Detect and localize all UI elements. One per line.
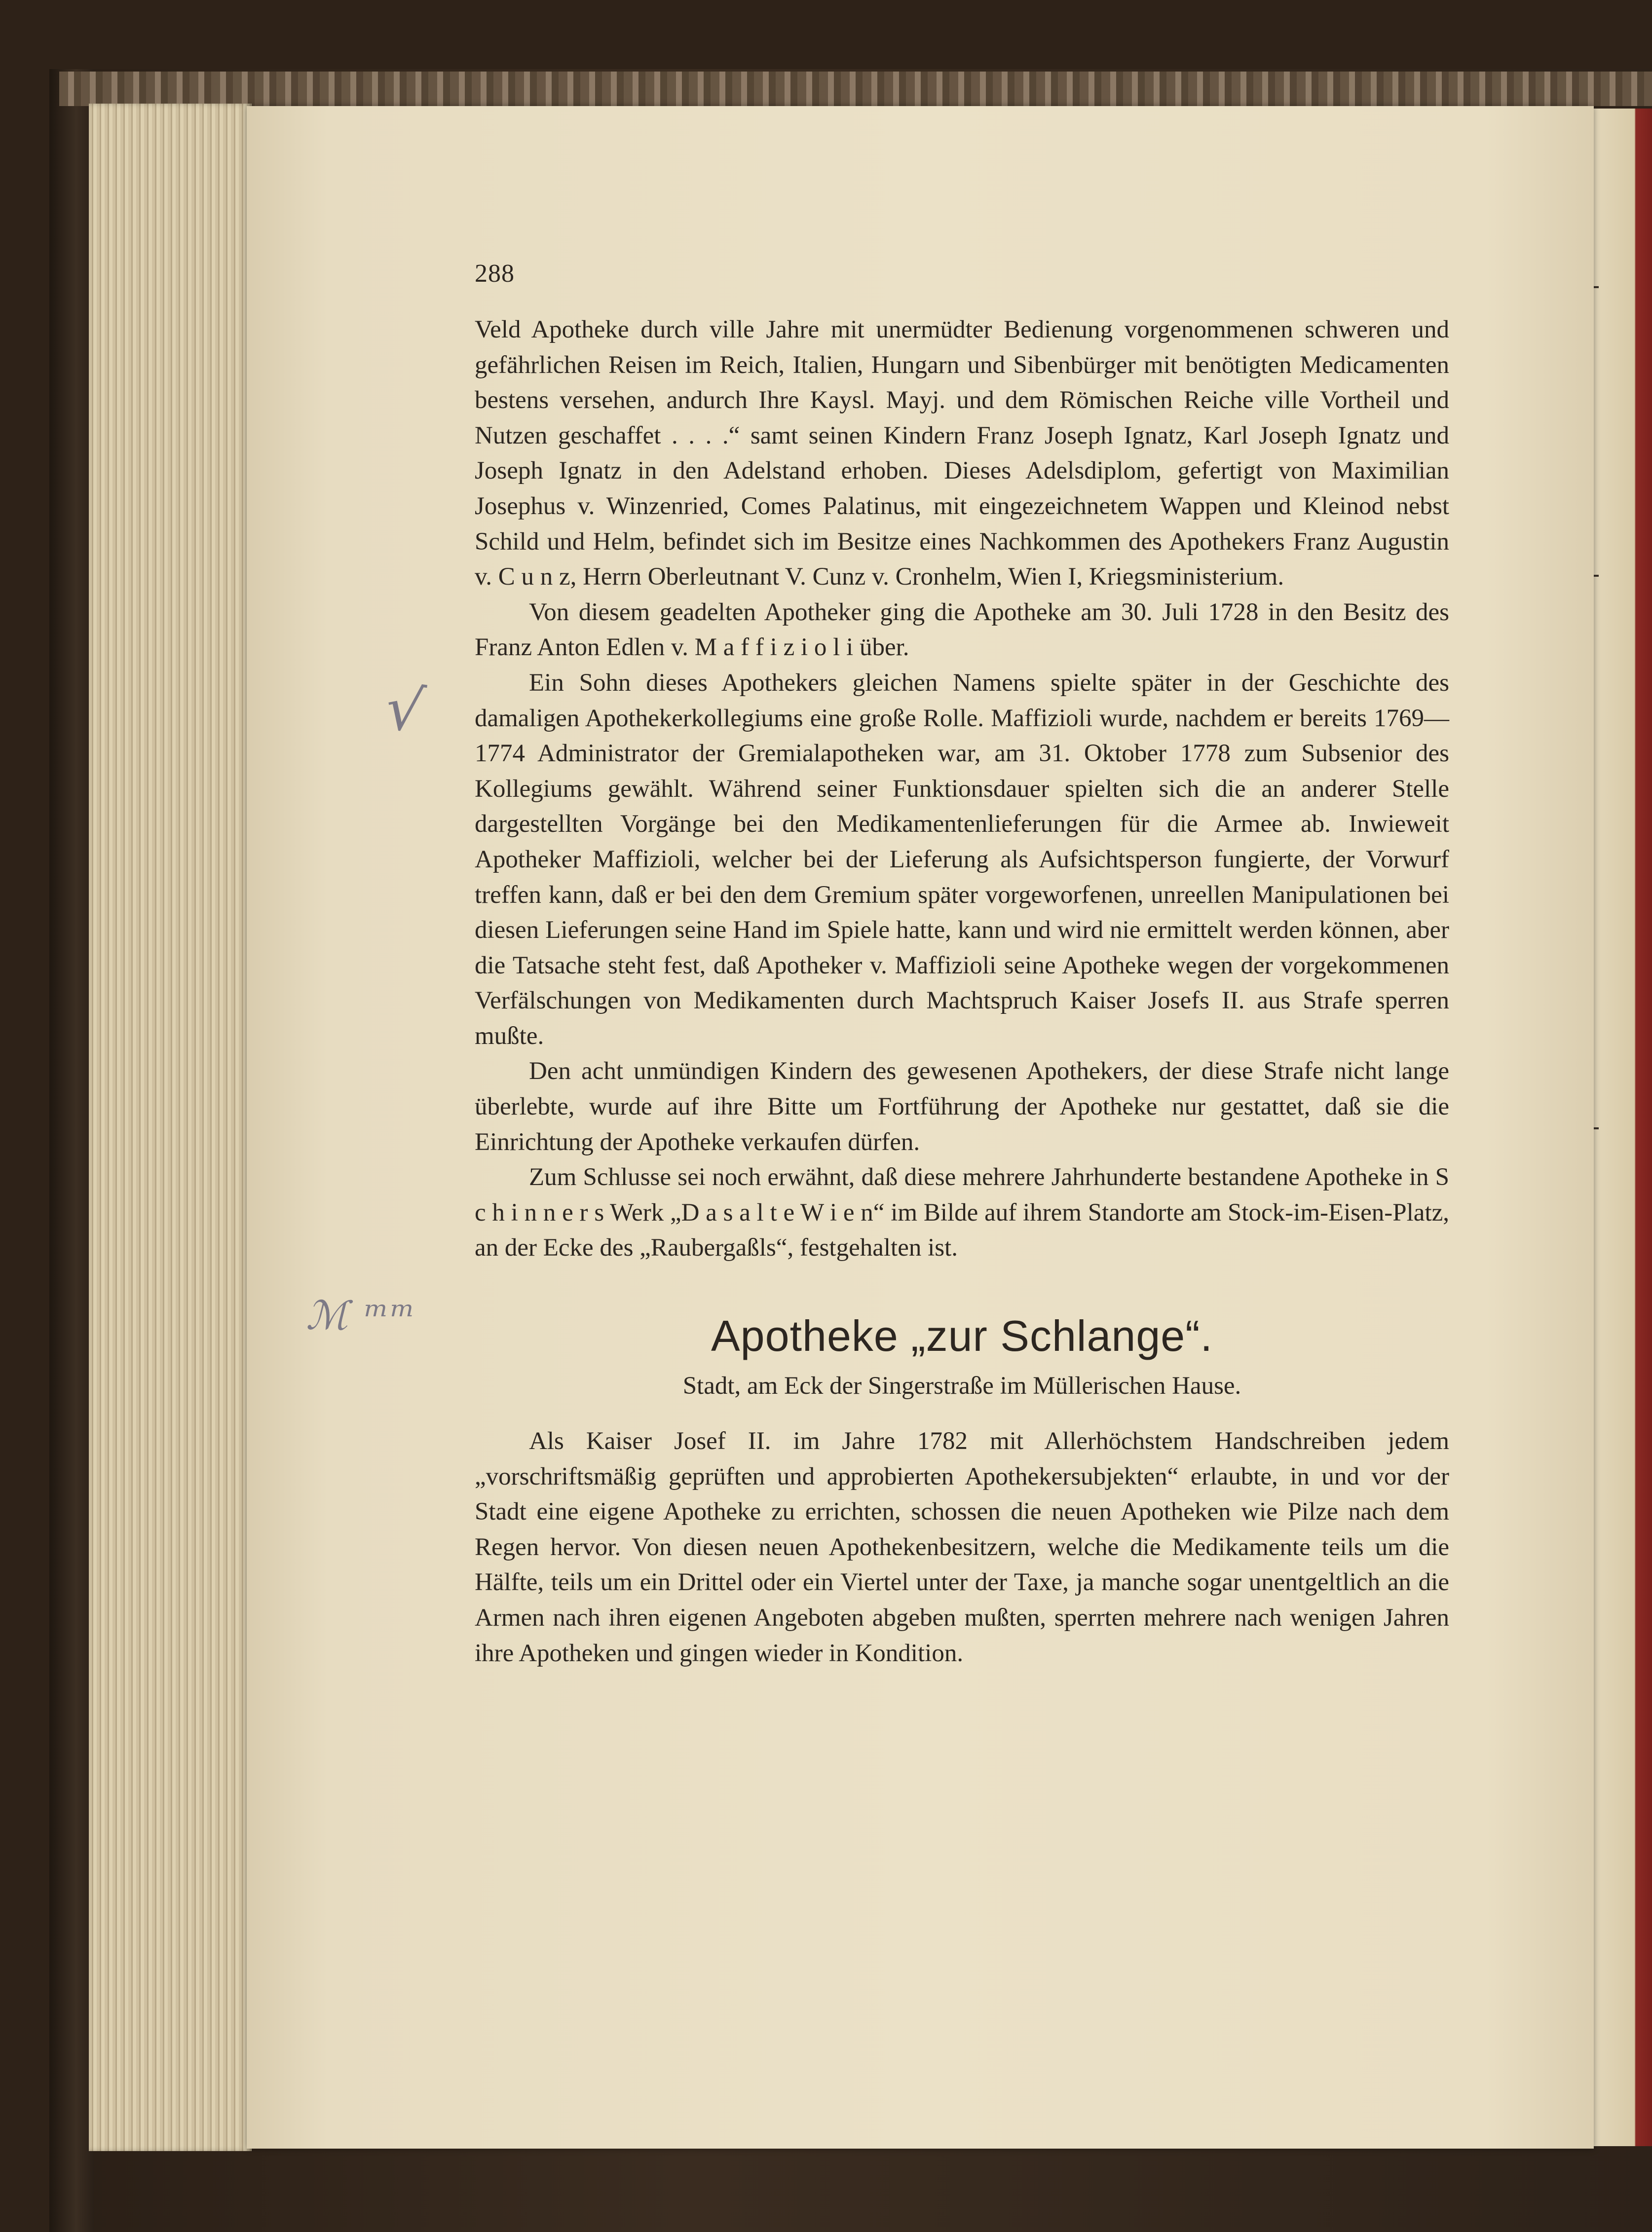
- paragraph: Zum Schlusse sei noch erwähnt, daß diese mehrere Jahrhunderte bestandene Apotheke in S c h i n n e r s Werk „D a s a l t e W i e n“ im Bilde auf ihrem Standorte am Stock-im-Eisen-Platz, an der Ecke des „Raubergaßls“, festgehalten ist.: [475, 1163, 1449, 1262]
- facing-page-edge: [1594, 109, 1652, 2146]
- pencil-margin-note: ℳ ᵐᵐ: [306, 1293, 417, 1339]
- book-spine: [49, 69, 94, 2232]
- section-subheading: Stadt, am Eck der Singerstraße im Müllerischen Hause.: [682, 1372, 1241, 1400]
- paragraph: Den acht unmündigen Kindern des gewesenen Apothekers, der diese Strafe nicht lange überlebte, wurde auf ihre Bitte um Fortführung der Apotheke nur gestattet, daß sie die Einrichtung der Apotheke verkaufen dürfen.: [475, 1057, 1449, 1156]
- pencil-check-mark: √: [381, 673, 428, 747]
- page-number: 288: [475, 260, 515, 288]
- paragraph: Veld Apotheke durch ville Jahre mit unermüdter Bedienung vorgenommenen schweren und gefährlichen Reisen im Reich, Italien, Hungarn und Sibenbürger mit benötigten Medicamenten bestens versehen, andurch Ihre Kaysl. Mayj. und dem Römischen Reiche ville Vortheil und Nutzen geschaffet . . . .“ samt seinen Kindern Franz Joseph Ignatz, Karl Joseph Ignatz und Joseph Ignatz in den Adelstand erhoben. Dieses Adelsdiplom, gefertigt von Maximilian Josephus v. Winzenried, Comes Palatinus, mit eingezeichnetem Wappen und Kleinod nebst Schild und Helm, befindet sich im Besitze eines Nachkommen des Apothekers Franz Augustin v. C u n z, Herrn Oberleutnant V. Cunz v. Cronhelm, Wien I, Kriegsministerium.: [475, 316, 1449, 591]
- paragraph: Von diesem geadelten Apotheker ging die Apotheke am 30. Juli 1728 in den Besitz des Franz Anton Edlen v. M a f f i z i o l i über.: [475, 598, 1449, 662]
- section-heading: Apotheke „zur Schlange“.: [711, 1311, 1213, 1361]
- text-block: [475, 259, 1449, 1671]
- paragraph: Als Kaiser Josef II. im Jahre 1782 mit Allerhöchstem Handschreiben jedem „vorschriftsmäßig geprüften und approbierten Apothekersubjekten“ erlaubte, in und vor der Stadt eine eigene Apotheke zu errichten, schossen die neuen Apotheken wie Pilze nach dem Regen hervor. Von diesen neuen Apothekenbesitzern, welche die Medikamente teils um die Hälfte, teils um ein Drittel oder ein Viertel unter der Taxe, ja manche sogar unentgeltlich an die Armen nach ihren eigenen Angeboten abgeben mußten, sperrten mehrere nach wenigen Jahren ihre Apotheken und gingen wieder in Kondition.: [475, 1427, 1449, 1667]
- paragraph: Ein Sohn dieses Apothekers gleichen Namens spielte später in der Geschichte des damaligen Apothekerkollegiums eine große Rolle. Maffizioli wurde, nachdem er bereits 1769—1774 Administrator der Gremialapotheken war, am 31. Oktober 1778 zum Subsenior des Kollegiums gewählt. Während seiner Funktionsdauer spielten sich die an anderer Stelle dargestellten Vorgänge bei den Medikamentenlieferungen für die Armee ab. Inwieweit Apotheker Maffizioli, welcher bei der Lieferung als Aufsichtsperson fungierte, der Vorwurf treffen kann, daß er bei den dem Gremium später vorgeworfenen, unreellen Manipulationen bei diesen Lieferungen seine Hand im Spiele hatte, kann und wird nie ermittelt werden können, aber die Tatsache steht fest, daß Apotheker v. Maffizioli seine Apotheke wegen der vorgekommenen Verfälschungen von Medikamenten durch Machtspruch Kaiser Josefs II. aus Strafe sperren mußte.: [475, 669, 1449, 1050]
- headband: [59, 72, 1652, 106]
- page-stack-edges: [89, 104, 252, 2151]
